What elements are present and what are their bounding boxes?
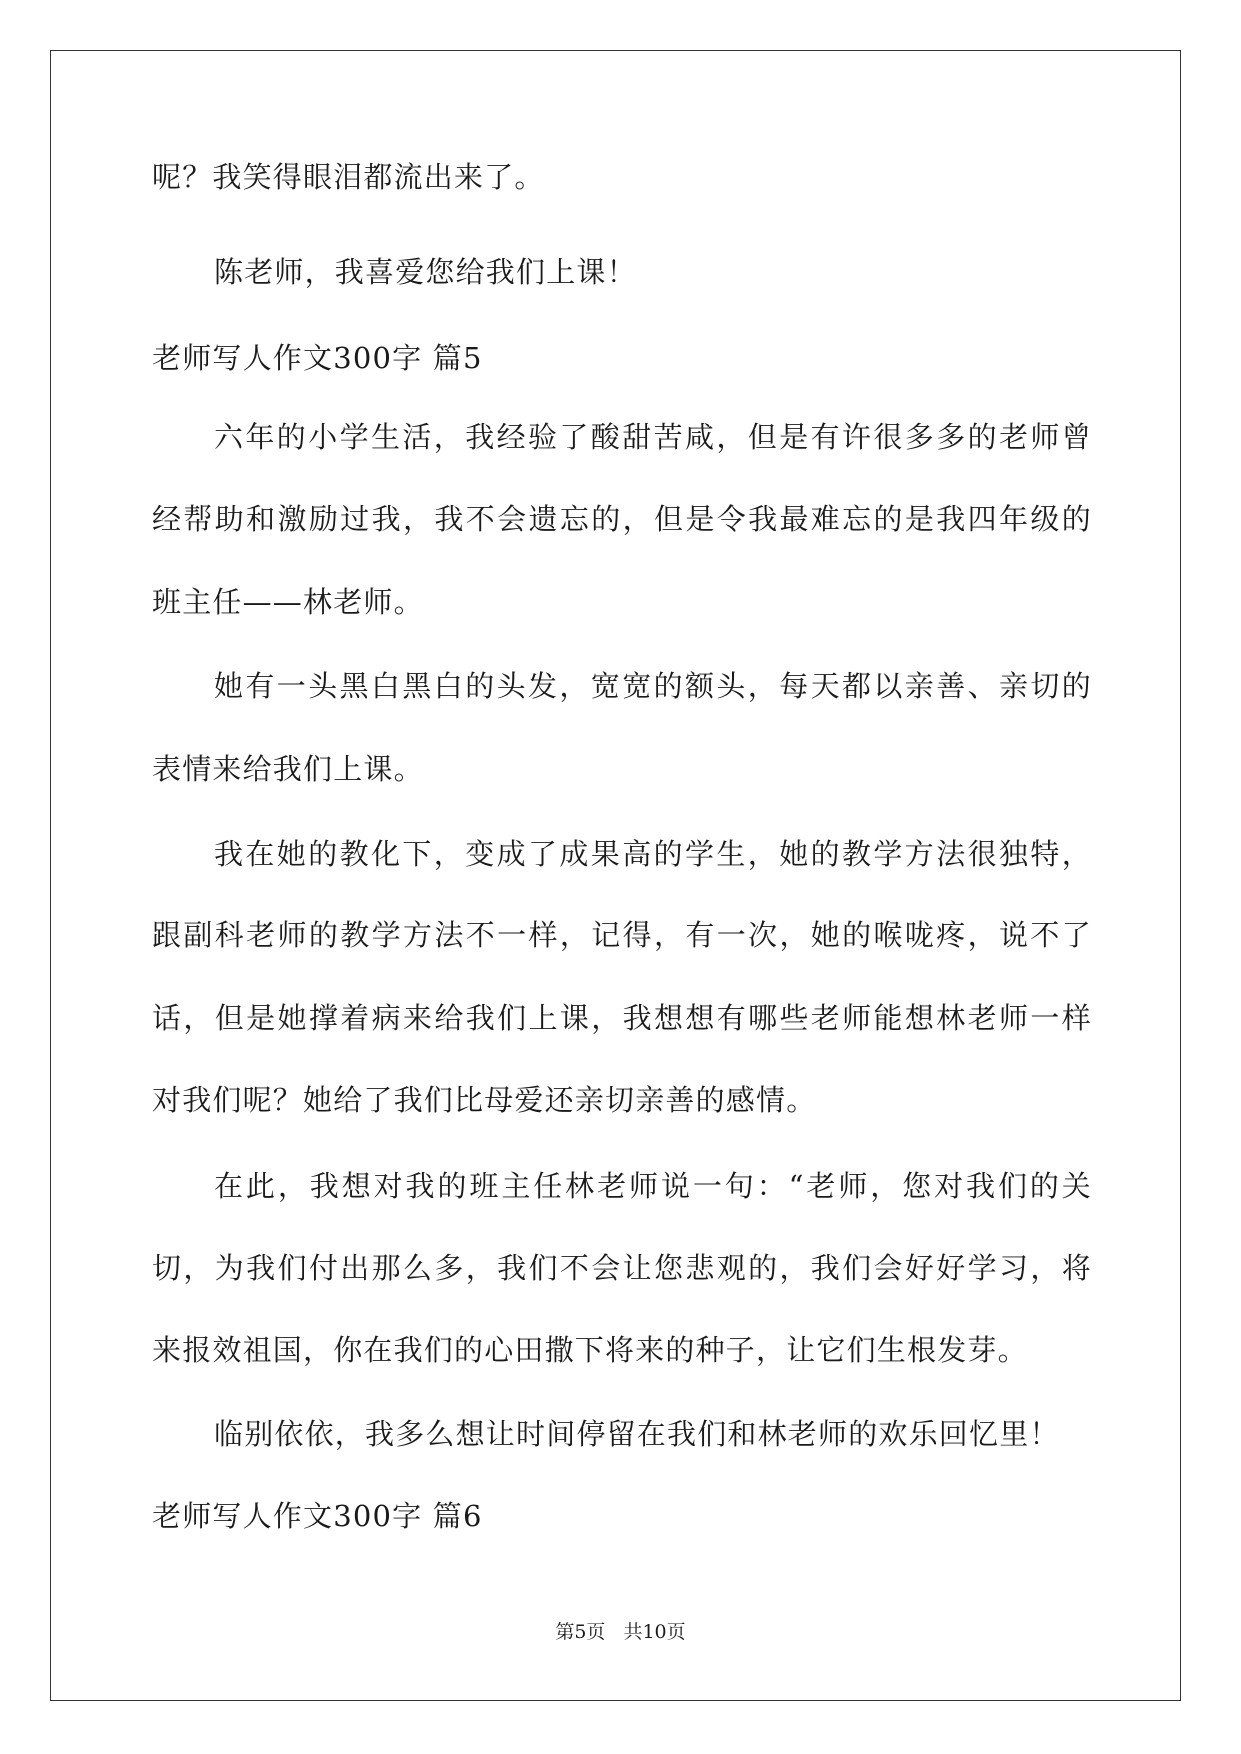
paragraph-line: 表情来给我们上课。 bbox=[152, 752, 424, 786]
paragraph-line: 经帮助和激励过我，我不会遗忘的，但是令我最难忘的是我四年级的 bbox=[152, 502, 1092, 536]
paragraph-line: 临别依依，我多么想让时间停留在我们和林老师的欢乐回忆里！ bbox=[214, 1417, 1060, 1451]
paragraph-line: 六年的小学生活，我经验了酸甜苦咸，但是有许很多多的老师曾 bbox=[214, 420, 1092, 454]
section-heading: 老师写人作文300字 篇6 bbox=[152, 1499, 483, 1533]
page-footer bbox=[0, 1620, 1241, 1644]
paragraph-line: 我在她的教化下，变成了成果高的学生，她的教学方法很独特， bbox=[214, 837, 1092, 871]
paragraph-line: 话，但是她撑着病来给我们上课，我想想有哪些老师能想林老师一样 bbox=[152, 1001, 1092, 1035]
page-total: 共10页 bbox=[623, 1621, 686, 1643]
section-heading: 老师写人作文300字 篇5 bbox=[152, 341, 483, 375]
paragraph-line: 班主任——林老师。 bbox=[152, 585, 424, 619]
paragraph-line: 跟副科老师的教学方法不一样，记得，有一次，她的喉咙疼，说不了 bbox=[152, 918, 1092, 952]
page-number: 第5页 bbox=[555, 1621, 606, 1643]
paragraph-line: 呢？我笑得眼泪都流出来了。 bbox=[152, 160, 545, 194]
paragraph-line: 在此，我想对我的班主任林老师说一句：“老师，您对我们的关 bbox=[214, 1169, 1092, 1203]
paragraph-line: 对我们呢？她给了我们比母爱还亲切亲善的感情。 bbox=[152, 1083, 817, 1117]
paragraph-line: 她有一头黑白黑白的头发，宽宽的额头，每天都以亲善、亲切的 bbox=[214, 669, 1092, 703]
paragraph-line: 陈老师，我喜爱您给我们上课！ bbox=[214, 255, 637, 289]
paragraph-line: 切，为我们付出那么多，我们不会让您悲观的，我们会好好学习，将 bbox=[152, 1251, 1092, 1285]
paragraph-line: 来报效祖国，你在我们的心田撒下将来的种子，让它们生根发芽。 bbox=[152, 1333, 1028, 1367]
